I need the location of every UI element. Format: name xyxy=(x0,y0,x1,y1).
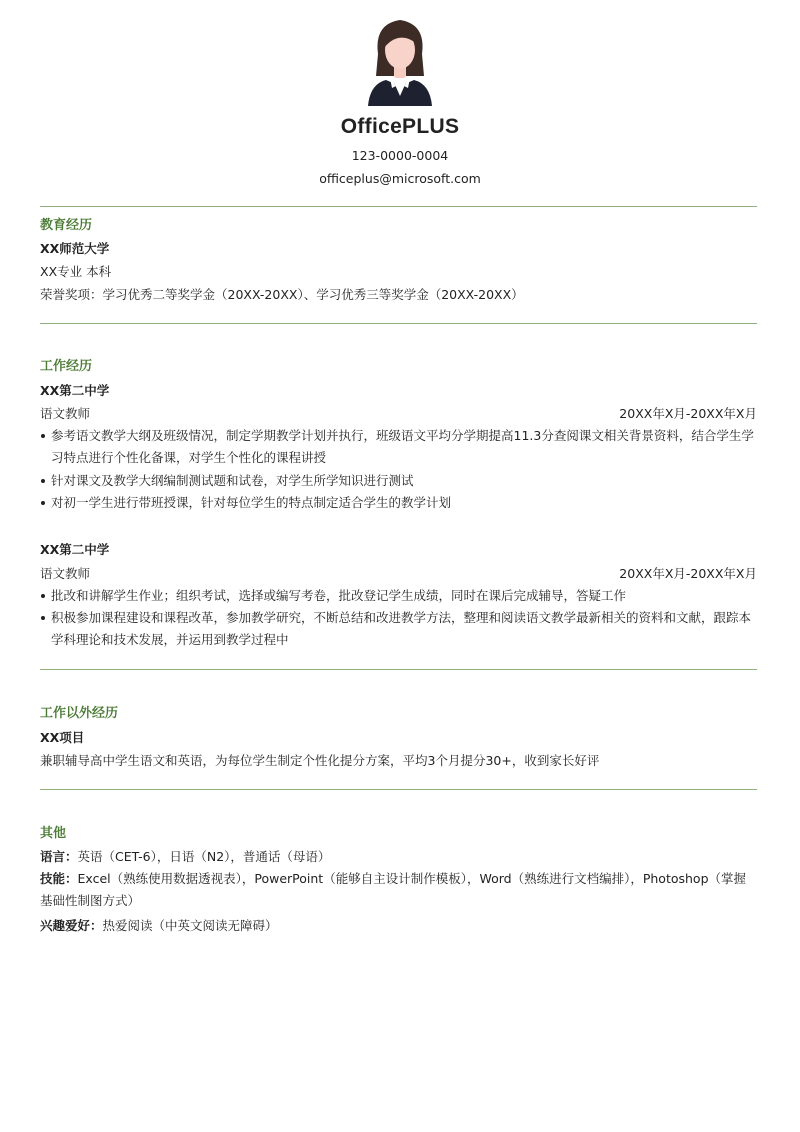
job-bullet: 对初一学生进行带班授课，针对每位学生的特点制定适合学生的教学计划 xyxy=(40,492,757,514)
job-role-row xyxy=(40,566,757,582)
extra-project: XX项目 xyxy=(40,730,85,745)
phone-number: 123-0000-0004 xyxy=(351,148,449,164)
job-period: 20XX年X月-20XX年X月 xyxy=(619,566,757,581)
job-role: 语文教师 xyxy=(40,406,91,421)
extra-description: 兼职辅导高中学生语文和英语，为每位学生制定个性化提分方案，平均3个月提分30+，收到家长好评 xyxy=(40,753,600,768)
education-section-title: 教育经历 xyxy=(40,218,93,233)
section-divider xyxy=(40,323,757,324)
job-bullet: 积极参加课程建设和课程改革，参加教学研究，不断总结和改进教学方法，整理和阅读语文教学最新相关的资料和文献，跟踪本学科理论和技术发展，并运用到教学过程中 xyxy=(40,607,757,651)
skills-row xyxy=(40,868,757,912)
job-role: 语文教师 xyxy=(40,566,91,581)
language-row xyxy=(40,849,757,865)
job-bullet: 批改和讲解学生作业；组织考试，选择或编写考卷，批改登记学生成绩，同时在课后完成辅导，答疑工作 xyxy=(40,585,757,607)
job-org: XX第二中学 xyxy=(40,542,110,557)
job-bullet: 针对课文及教学大纲编制测试题和试卷，对学生所学知识进行测试 xyxy=(40,470,757,492)
skills-label: 技能： xyxy=(40,871,78,886)
section-divider xyxy=(40,206,757,207)
hobby-label: 兴趣爱好： xyxy=(40,918,103,933)
resume-header xyxy=(0,0,800,187)
education-major: XX专业 本科 xyxy=(40,264,112,279)
other-section-title: 其他 xyxy=(40,826,67,841)
skills-value: Excel（熟练使用数据透视表），PowerPoint（能够自主设计制作模板），Word（熟练进行文档编排），Photoshop（掌握基础性制图方式） xyxy=(40,871,747,908)
job-org: XX第二中学 xyxy=(40,383,110,398)
language-value: 英语（CET-6），日语（N2），普通话（母语） xyxy=(77,849,331,864)
candidate-name: OfficePLUS xyxy=(340,115,460,138)
section-divider xyxy=(40,789,757,790)
email-address: officeplus@microsoft.com xyxy=(319,170,481,186)
education-honors: 荣誉奖项：学习优秀二等奖学金（20XX-20XX）、学习优秀三等奖学金（20XX-20XX） xyxy=(40,287,524,302)
female-avatar-icon xyxy=(364,14,436,106)
hobby-value: 热爱阅读（中英文阅读无障碍） xyxy=(102,918,278,933)
language-label: 语言： xyxy=(40,849,78,864)
job-period: 20XX年X月-20XX年X月 xyxy=(619,406,757,421)
hobby-row xyxy=(40,918,757,934)
education-school: XX师范大学 xyxy=(40,241,110,256)
work-section-title: 工作经历 xyxy=(40,359,93,374)
section-divider xyxy=(40,669,757,670)
job-bullet: 参考语文教学大纲及班级情况，制定学期教学计划并执行，班级语文平均分学期提高11.3分查阅课文相关背景资料，结合学生学习特点进行个性化备课，对学生个性化的课程讲授 xyxy=(40,425,757,469)
extra-section-title: 工作以外经历 xyxy=(40,706,119,721)
job-role-row xyxy=(40,406,757,422)
